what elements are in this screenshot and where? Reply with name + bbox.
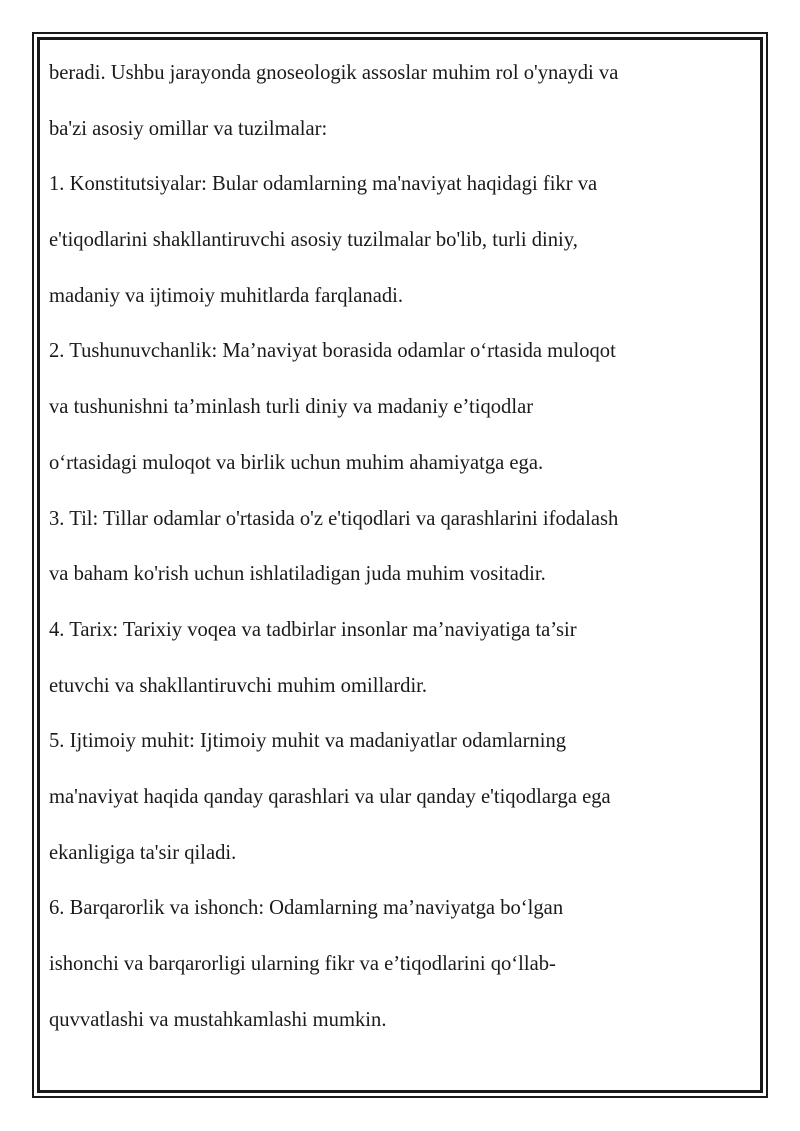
list-item-2-line: va tushunishni ta’minlash turli diniy va madaniy e’tiqodlar: [49, 396, 534, 419]
list-item-2-line: o‘rtasidagi muloqot va birlik uchun muhim ahamiyatga ega.: [49, 451, 544, 474]
list-item-5-line: ma'naviyat haqida qanday qarashlari va ular qanday e'tiqodlarga ega: [49, 785, 611, 808]
list-item-6-line: 6. Barqarorlik va ishonch: Odamlarning ma’naviyatga bo‘lgan: [49, 897, 564, 920]
list-item-1-line: e'tiqodlarini shakllantiruvchi asosiy tuzilmalar bo'lib, turli diniy,: [49, 229, 578, 252]
list-item-6-line: ishonchi va barqarorligi ularning fikr va e’tiqodlarini qo‘llab-: [49, 953, 556, 975]
list-item-2-line: 2. Tushunuvchanlik: Ma’naviyat borasida odamlar o‘rtasida muloqot: [49, 340, 616, 363]
text-line: beradi. Ushbu jarayonda gnoseologik assoslar muhim rol o'ynaydi va: [49, 62, 619, 84]
list-item-3-line: va baham ko'rish uchun ishlatiladigan juda muhim vositadir.: [49, 563, 546, 586]
list-item-4-line: etuvchi va shakllantiruvchi muhim omillardir.: [49, 674, 428, 697]
list-item-5-line: ekanligiga ta'sir qiladi.: [49, 841, 237, 864]
list-item-5-line: 5. Ijtimoiy muhit: Ijtimoiy muhit va madaniyatlar odamlarning: [49, 730, 567, 753]
list-item-1-line: 1. Konstitutsiyalar: Bular odamlarning ma'naviyat haqidagi fikr va: [49, 173, 598, 196]
list-item-6-line: quvvatlashi va mustahkamlashi mumkin.: [49, 1008, 387, 1031]
list-item-3-line: 3. Til: Tillar odamlar o'rtasida o'z e'tiqodlari va qarashlarini ifodalash: [49, 507, 619, 530]
list-item-1-line: madaniy va ijtimoiy muhitlarda farqlanadi.: [49, 284, 403, 307]
text-line: ba'zi asosiy omillar va tuzilmalar:: [49, 117, 328, 140]
list-item-4-line: 4. Tarix: Tarixiy voqea va tadbirlar insonlar ma’naviyatiga ta’sir: [49, 618, 577, 641]
document-body: [49, 46, 749, 1048]
